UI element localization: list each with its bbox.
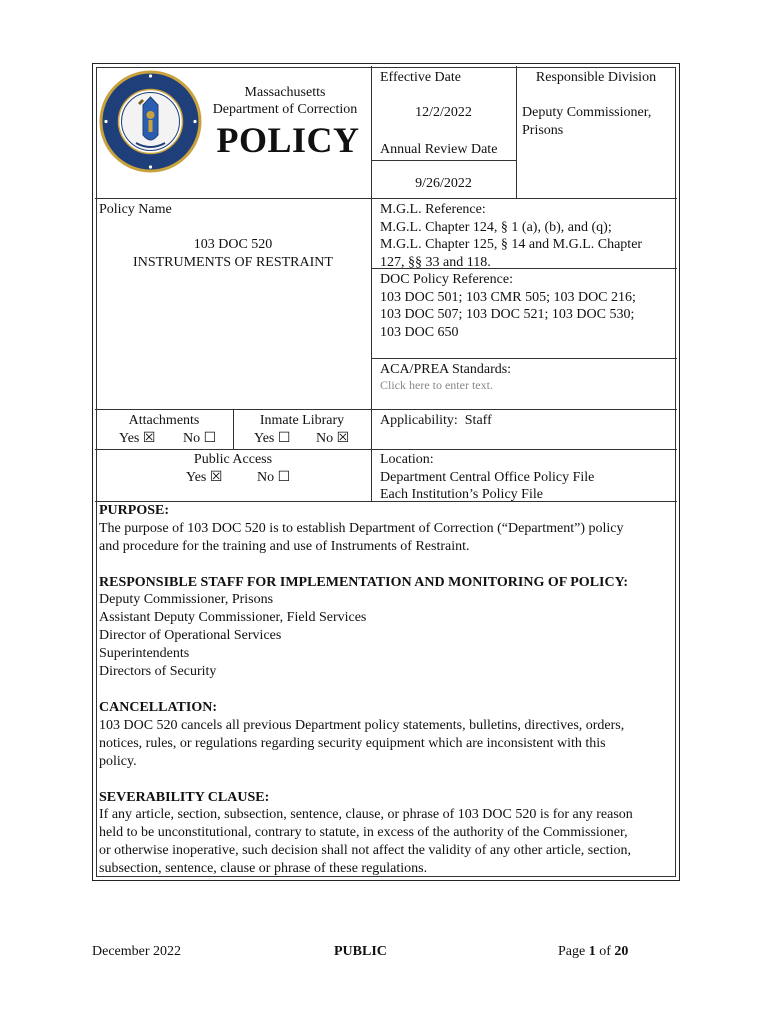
responsible-staff-heading: RESPONSIBLE STAFF FOR IMPLEMENTATION AND MONITORING OF POLICY:	[99, 574, 629, 590]
aca-prea-input[interactable]: Click here to enter text.	[380, 378, 493, 392]
grid-line	[371, 66, 372, 501]
severability-text	[99, 806, 672, 878]
annual-review-value: 9/26/2022	[415, 176, 472, 191]
doc-policy-reference-line: 103 DOC 501; 103 CMR 505; 103 DOC 216;	[380, 289, 636, 305]
location-line: Each Institution’s Policy File	[380, 487, 543, 502]
responsible-division-label: Responsible Division	[535, 70, 657, 85]
attachments-label: Attachments	[128, 413, 200, 428]
attachments-no-checkbox[interactable]: No ☐	[183, 431, 217, 446]
cancellation-heading: CANCELLATION:	[99, 700, 217, 715]
text-line: If any article, section, subsection, sentence, clause, or phrase of 103 DOC 520 is for any reason	[99, 807, 633, 822]
applicability: Applicability: Staff	[380, 413, 492, 428]
footer-classification: PUBLIC	[334, 944, 387, 959]
text-line: policy.	[99, 753, 137, 769]
list-item: Assistant Deputy Commissioner, Field Services	[99, 610, 367, 625]
document-type-title: POLICY	[216, 120, 360, 160]
location-label: Location:	[380, 452, 434, 467]
page-total: 20	[614, 944, 629, 959]
grid-line	[95, 198, 677, 199]
inmate-library-no-checkbox[interactable]: No ☒	[316, 431, 350, 446]
list-item: Directors of Security	[99, 664, 217, 679]
purpose-text	[99, 520, 672, 556]
footer-page-number	[558, 944, 628, 960]
doc-policy-reference-line: 103 DOC 507; 103 DOC 521; 103 DOC 530;	[380, 307, 635, 322]
page-of: of	[595, 944, 615, 959]
public-access-no-checkbox[interactable]: No ☐	[257, 470, 291, 485]
responsible-division-line1: Deputy Commissioner,	[522, 105, 652, 120]
grid-line	[95, 449, 677, 450]
effective-date-label: Effective Date	[380, 70, 461, 85]
agency-name-line2: Department of Correction	[212, 102, 358, 117]
purpose-heading: PURPOSE:	[99, 503, 169, 518]
doc-policy-reference-label: DOC Policy Reference:	[380, 272, 513, 287]
policy-body	[99, 502, 672, 878]
page-current: 1	[588, 944, 596, 959]
aca-prea-label: ACA/PREA Standards:	[380, 362, 512, 377]
text-line: and procedure for the training and use of Instruments of Restraint.	[99, 538, 470, 554]
policy-number: 103 DOC 520	[193, 237, 273, 252]
cancellation-text	[99, 717, 672, 771]
grid-line	[371, 358, 677, 359]
mgl-reference-line: M.G.L. Chapter 125, § 14 and M.G.L. Chapter	[380, 237, 643, 252]
mgl-reference-line: 127, §§ 33 and 118.	[380, 254, 491, 270]
mgl-reference-line: M.G.L. Chapter 124, § 1 (a), (b), and (q);	[380, 219, 612, 235]
annual-review-label: Annual Review Date	[380, 142, 498, 157]
text-line: The purpose of 103 DOC 520 is to establish Department of Correction (“Department”) policy	[99, 520, 624, 536]
effective-date-value: 12/2/2022	[415, 105, 472, 120]
inmate-library-yes-checkbox[interactable]: Yes ☐	[254, 431, 291, 446]
grid-line	[371, 160, 516, 161]
mgl-reference-label: M.G.L. Reference:	[380, 202, 486, 217]
text-line: or otherwise inoperative, such decision shall not affect the validity of any other article, section,	[99, 843, 631, 858]
text-line: subsection, sentence, clause or phrase of these regulations.	[99, 861, 428, 876]
footer-date: December 2022	[92, 944, 182, 959]
public-access-yes-checkbox[interactable]: Yes ☒	[186, 470, 223, 485]
text-line: 103 DOC 520 cancels all previous Department policy statements, bulletins, directives, orders,	[99, 717, 625, 733]
agency-name-line1: Massachusetts	[244, 85, 326, 100]
text-line: held to be unconstitutional, contrary to statute, in excess of the authority of the Commissioner,	[99, 825, 628, 840]
responsible-division-line2: Prisons	[522, 123, 564, 138]
responsible-staff-list	[99, 591, 672, 681]
policy-title: INSTRUMENTS OF RESTRAINT	[133, 255, 333, 270]
page-prefix: Page	[558, 944, 589, 959]
attachments-yes-checkbox[interactable]: Yes ☒	[119, 431, 156, 446]
severability-heading: SEVERABILITY CLAUSE:	[99, 789, 270, 805]
location-line: Department Central Office Policy File	[380, 469, 595, 485]
grid-line	[95, 409, 677, 410]
doc-policy-reference-line: 103 DOC 650	[380, 324, 459, 340]
ma-doc-seal	[98, 69, 203, 174]
public-access-label: Public Access	[193, 452, 273, 467]
list-item: Director of Operational Services	[99, 628, 282, 643]
seal-icon	[98, 69, 203, 174]
list-item: Superintendents	[99, 646, 190, 661]
policy-name-label: Policy Name	[99, 202, 172, 217]
text-line: notices, rules, or regulations regarding security equipment which are inconsistent with this	[99, 735, 606, 751]
list-item: Deputy Commissioner, Prisons	[99, 592, 274, 607]
inmate-library-label: Inmate Library	[259, 413, 345, 428]
